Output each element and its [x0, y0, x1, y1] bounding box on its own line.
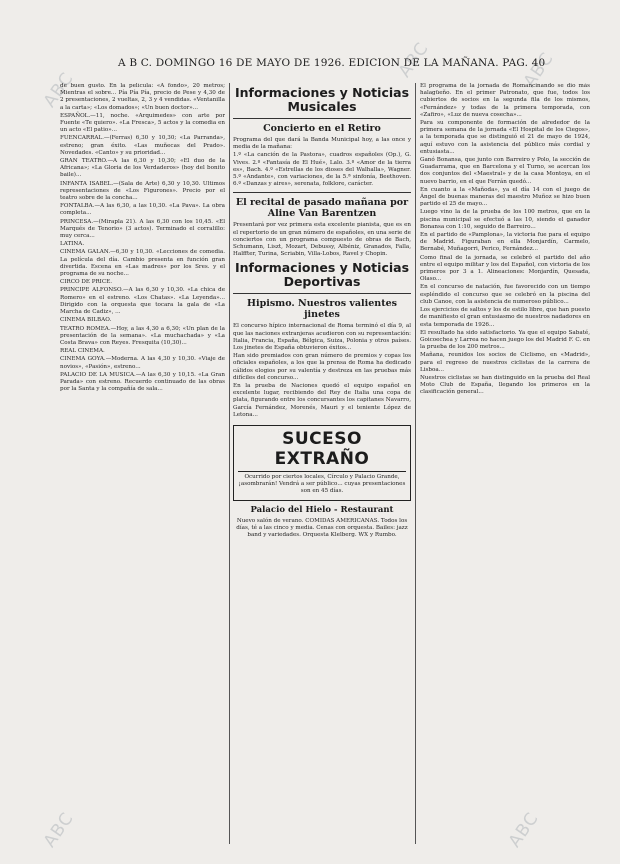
section-heading-deportivas: Informaciones y Noticias Deportivas: [234, 260, 410, 290]
article-paragraph: En cuanto a la «Mañoda», ya el día 14 con el juego de Ángel de buenas maneras del maestro Muñoz se hizo buen partido el 25 de mayo...: [420, 186, 590, 208]
article-paragraph: El concurso hípico internacional de Roma terminó el día 9, al que las naciones extranjeras acudieron con su representación: Italia, Francia, España, Bélgica, Suiza, Polonia y otros países. Los jinetes de España obtuvieron éxitos...: [233, 323, 411, 352]
watermark-abc: ABC: [394, 38, 433, 82]
listing-subhead: REAL CINEMA.: [60, 348, 105, 355]
article-paragraph: En el partido de «Pamplona», la victoria fue para el equipo de Madrid. Figuraban en ella Monjardín, Carmelo, Bernabé, Muñagorri, Perico, Fernández...: [420, 232, 590, 253]
column-divider: [229, 83, 230, 844]
advert-text: Ocurrido por ciertos locales, Círculo y Palacio Grande, ¡asombrarán! Vendrá a ser público... cuyas presentaciones son en 45 días.: [238, 474, 406, 495]
article-paragraph: de buen gusto. En la película: «A fondo», 20 metros; Mientras el sobre... Pía Pía Pía, precio de Pese y 4,30 de 2 presentaciones, 2 vueltas, 2, 3 y 4 vendidas. «Ventanilla a la carta»; «Los domados»; «Un buen doctor»...: [60, 83, 225, 111]
article-paragraph: Ganó Bonansa, que junto con Barreiro y Polo, la sección de Guadarrama, que en Barcelona y el Turno, se acercan los dos conjuntos del «Maestral» y de la casa Montoya, en el nuevo barrio, en el que Ferrán quedó...: [420, 157, 590, 185]
listing-subhead: CINEMA BILBAO.: [60, 317, 112, 324]
article-paragraph: 1.º «La canción de la Pastora», cuadros españoles (Op.), G. Vives. 2.º «Fantasía de El Hué», Lalo. 3.º «Amor de la tierra es», Bach. 4.º «Estrellas de los dioses del Walhalla», Wagner. 5.º «Andante», con variaciones, de la 5.ª sinfonía, Beethoven. 6.º «Danzas y aires», serenata, folklore, carácter.: [233, 152, 411, 188]
article-paragraph: En el concurso de natación, fue favorecido con un tiempo espléndido el concurso que se celebró en la piscina del club Canoe, con la asistencia de numeroso público...: [420, 284, 590, 305]
watermark-abc: ABC: [39, 68, 78, 112]
article-title-hipismo: Hipismo. Nuestros valientes jinetes: [246, 298, 397, 321]
article-paragraph: PALACIO DE LA MUSICA.—A las 6,30 y 10,15. «La Gran Parada» con estreno. Recuerdo continuado de las obras por la Santa y la compañía de sala...: [60, 371, 225, 393]
article-paragraph: Los ejercicios de saltos y los de estilo libre, que han puesto de manifiesto el gran entusiasmo de nuestros nadadores en esta temporada de 1926...: [420, 307, 590, 328]
watermark-abc: ABC: [504, 808, 543, 852]
article-paragraph: INFANTA ISABEL.—(Sala de Arte) 6,30 y 10,30. Ultimos representaciones de «Los Figurones». Precio por el teatro sobre de la concha...: [60, 180, 225, 202]
column-right: [420, 83, 590, 850]
page-header: A B C. DOMINGO 16 DE MAYO DE 1926. EDICION DE LA MAÑANA. PAG. 40: [118, 57, 546, 69]
article-paragraph: TEATRO ROMEA.—Hoy, a las 4,30 a 6,30; «Un plan de la presentación de la semana». «La muchachada» y «La Costa Brava» con Reyes. Fresquita (10,30)...: [60, 325, 225, 346]
article-paragraph: Luego vino la de la prueba de los 100 metros, que en la piscina municipal se efectuó a las 10, siendo el ganador Bonansa con 1:10, seguido de Barreiro...: [420, 209, 590, 230]
article-paragraph: Mañana, reunidos los socios de Ciclismo, en «Madrid», para el regreso de nuestros ciclistas de la carrera de Lisboa...: [420, 352, 590, 373]
article-paragraph: FONTALBA.—A las 6,30, a las 10,30. «La Pava». La obra completa...: [60, 203, 225, 217]
article-paragraph: PRINCESA.—(Mirapla 21). A las 6,30 con los 10,45. «El Marqués de Tenorio» (3 actos). Terminado el corralillo: muy cerca...: [60, 218, 225, 240]
listing-subhead: CIRCO DE PRICE.: [60, 279, 113, 286]
article-paragraph: El programa de la jornada de Romancinando se dio más halagüeño. En el primer Patronato, que fue, todos los cubiertos de socios en la segunda fila de los mismos, «Fernández» y todas de la primera temporada, con «Zafiro», «Luz de nueva cosecha»...: [420, 83, 590, 118]
advert-title: SUCESO EXTRAÑO: [274, 429, 370, 470]
advert-text: Nuevo salón de verano. COMIDAS AMERICANAS. Todos los días, té a las cinco y media. Cenas con orquesta. Bailes: jazz band y variedades. Orquesta Klelberg. WX y Rumbo.: [236, 517, 408, 539]
advert-box-suceso: [233, 425, 411, 501]
divider: [233, 293, 411, 294]
divider: [233, 192, 411, 193]
article-paragraph: Programa del que dará la Banda Municipal hoy, a las once y media de la mañana:: [233, 137, 411, 151]
column-left: [60, 83, 225, 850]
advert-title-palacio: Palacio del Hielo - Restaurant: [250, 504, 394, 515]
article-paragraph: Presentará por vez primera esta excelente pianista, que es en el repertorio de un gran número de españoles, en una serie de conciertos con un programa compuesto de obras de Bach, Schumann, Liszt, Mozart, Debussy, Albéniz, Granados, Falla, Halffter, Turina, Scriabin, Villa-Lobos, Ravel y Chopin.: [233, 222, 411, 258]
article-paragraph: Como final de la jornada, se celebró el partido del año entre el equipo militar y los del Español, con victoria de los primeros por 3 a 1. Alineaciones: Monjardín, Quesada, Olaso...: [420, 254, 590, 283]
article-paragraph: CINEMA GALAN.—6,30 y 10,30. «Lecciones de comedia. La película del día. Cambio presenta en función gran divertida. Escena en «Las madres» por los Sres. y el programa de su noche...: [60, 249, 225, 278]
divider: [233, 118, 411, 119]
divider: [238, 471, 406, 472]
column-middle: [233, 83, 411, 850]
watermark-abc: ABC: [39, 808, 78, 852]
article-paragraph: Nuestros ciclistas se han distinguido en la prueba del Real Moto Club de España, llegando los primeros en la clasificación general...: [420, 374, 590, 396]
article-paragraph: ESPAÑOL.—11, noche. «Arquimedes» con arte por Fuente «Te quiero». «La Fresca», 5 actos y la comedia en un acto «El patio»...: [60, 112, 225, 134]
article-paragraph: Para su componente de formación de alrededor de la primera semana de la jornada «El Hospital de los Ciegos», a la temporada que se distinguió el 21 de mayo de 1924, aquí estuvo con la asistencia del público más cordial y entusiasta...: [420, 120, 590, 155]
article-paragraph: El resultado ha sido satisfactorio. Ya que el equipo Sabaté, Goicoechea y Larrea no hacen juego los del Madrid F. C. en la prueba de los 200 metros...: [420, 329, 590, 351]
article-title-recital: El recital de pasado mañana por Aline Van Barentzen: [235, 197, 409, 220]
section-heading-musicales: Informaciones y Noticias Musicales: [234, 85, 410, 114]
article-paragraph: En la prueba de Naciones quedó el equipo español en excelente lugar, recibiendo del Rey de Italia una copa de plata, figurando entre los concursantes los capitanes Navarro, García Fernández, Morenés, Mauri y el teniente López de Letona...: [233, 383, 411, 418]
article-paragraph: GRAN TEATRO.—A las 6,30 y 10,30; «El duo de la Africana»; «La Gloria de los Verdaderos» (hoy del bonito baile)...: [60, 158, 225, 179]
article-paragraph: PRINCIPE ALFONSO.—A las 6,30 y 10,30. «La chica de Romero» en el estreno. «Los Chatas». «La Leyenda»... Dirigido con la orquesta que tocara la gala de «La Marcha de Cadiz», ...: [60, 287, 225, 316]
article-paragraph: FUENCARRAL.—(Ferras) 6,30 y 10,30; «La Parranda», estreno; gran éxito. «Las muñecas del Prado». Novedades. «Canto» y su prioridad...: [60, 135, 225, 156]
listing-subhead: LATINA.: [60, 241, 85, 248]
article-paragraph: CINEMA GOYA.—Moderna. A las 4,30 y 10,30. «Viaje de novios», «Pasión», estreno...: [60, 356, 225, 370]
watermark-abc: ABC: [519, 48, 558, 92]
article-title-concierto: Concierto en el Retiro: [263, 123, 381, 134]
article-paragraph: Han sido premiados con gran número de premios y copas los oficiales españoles, a los que la prensa de Roma ha dedicado cálidos elogios por su valentía y destreza en las pruebas más difíciles del concurso...: [233, 353, 411, 381]
column-divider: [415, 83, 416, 844]
